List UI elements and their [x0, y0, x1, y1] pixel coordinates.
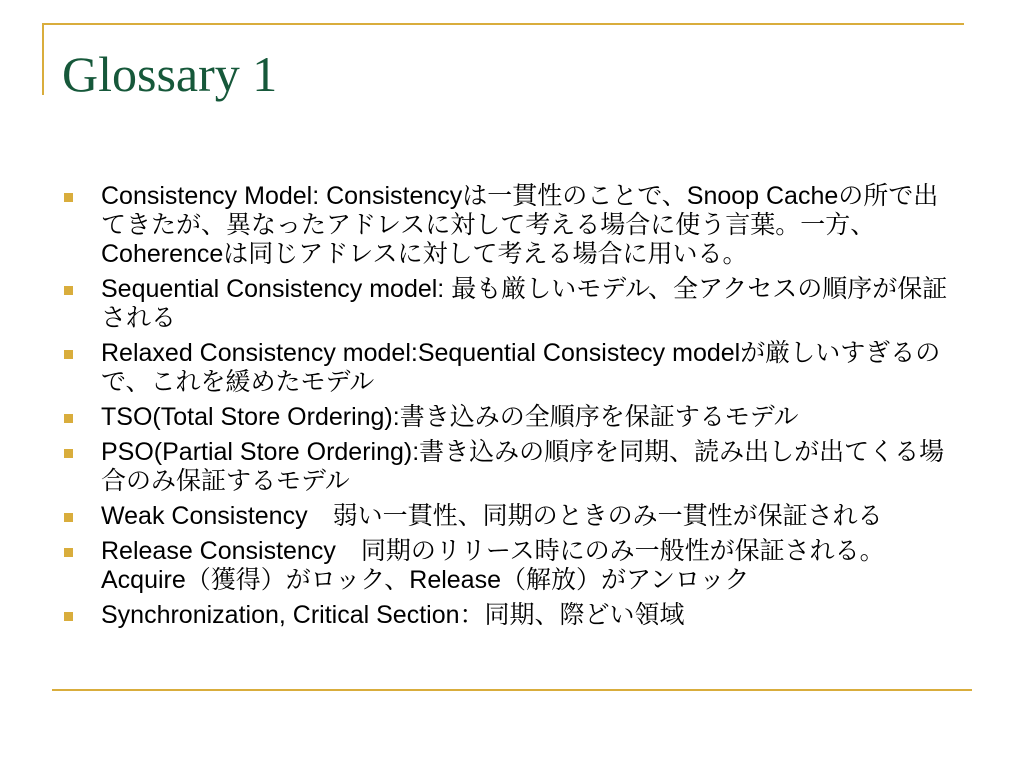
bullet-item-tso	[62, 403, 962, 432]
bullet-item-relaxed-consistency	[62, 339, 962, 397]
title-frame-left-rule	[42, 23, 44, 95]
bullet-list	[62, 182, 962, 636]
bullet-text: TSO(Total Store Ordering):書き込みの全順序を保証するモデル	[101, 403, 799, 431]
bullet-item-consistency-model	[62, 182, 962, 269]
bullet-text: Release Consistency 同期のリリース時にのみ一般性が保証される。Acquire（獲得）がロック、Release（解放）がアンロック	[101, 537, 885, 594]
bullet-item-release-consistency	[62, 537, 962, 595]
bullet-text: PSO(Partial Store Ordering):書き込みの順序を同期、読み出しが出てくる場合のみ保証するモデル	[101, 438, 945, 495]
bullet-text: Weak Consistency 弱い一貫性、同期のときのみ一貫性が保証される	[101, 502, 883, 530]
square-bullet-icon	[64, 414, 73, 423]
bullet-text: Relaxed Consistency model:Sequential Consistecy modelが厳しいすぎるので、これを緩めたモデル	[101, 339, 941, 396]
square-bullet-icon	[64, 449, 73, 458]
square-bullet-icon	[64, 286, 73, 295]
bullet-item-weak-consistency	[62, 502, 962, 531]
bullet-text: Synchronization, Critical Section：同期、際どい領域	[101, 601, 685, 629]
square-bullet-icon	[64, 612, 73, 621]
slide-title: Glossary 1	[62, 46, 278, 102]
square-bullet-icon	[64, 350, 73, 359]
square-bullet-icon	[64, 193, 73, 202]
title-frame-top-rule	[42, 23, 964, 25]
bullet-text: Consistency Model: Consistencyは一貫性のことで、Snoop Cacheの所で出てきたが、異なったアドレスに対して考える場合に使う言葉。一方、Coherenceは同じアドレスに対して考える場合に用いる。	[101, 182, 939, 268]
footer-rule	[52, 689, 972, 691]
square-bullet-icon	[64, 513, 73, 522]
bullet-item-pso	[62, 438, 962, 496]
bullet-item-synchronization	[62, 601, 962, 630]
bullet-item-sequential-consistency	[62, 275, 962, 333]
bullet-text: Sequential Consistency model: 最も厳しいモデル、全アクセスの順序が保証される	[101, 275, 948, 332]
square-bullet-icon	[64, 548, 73, 557]
